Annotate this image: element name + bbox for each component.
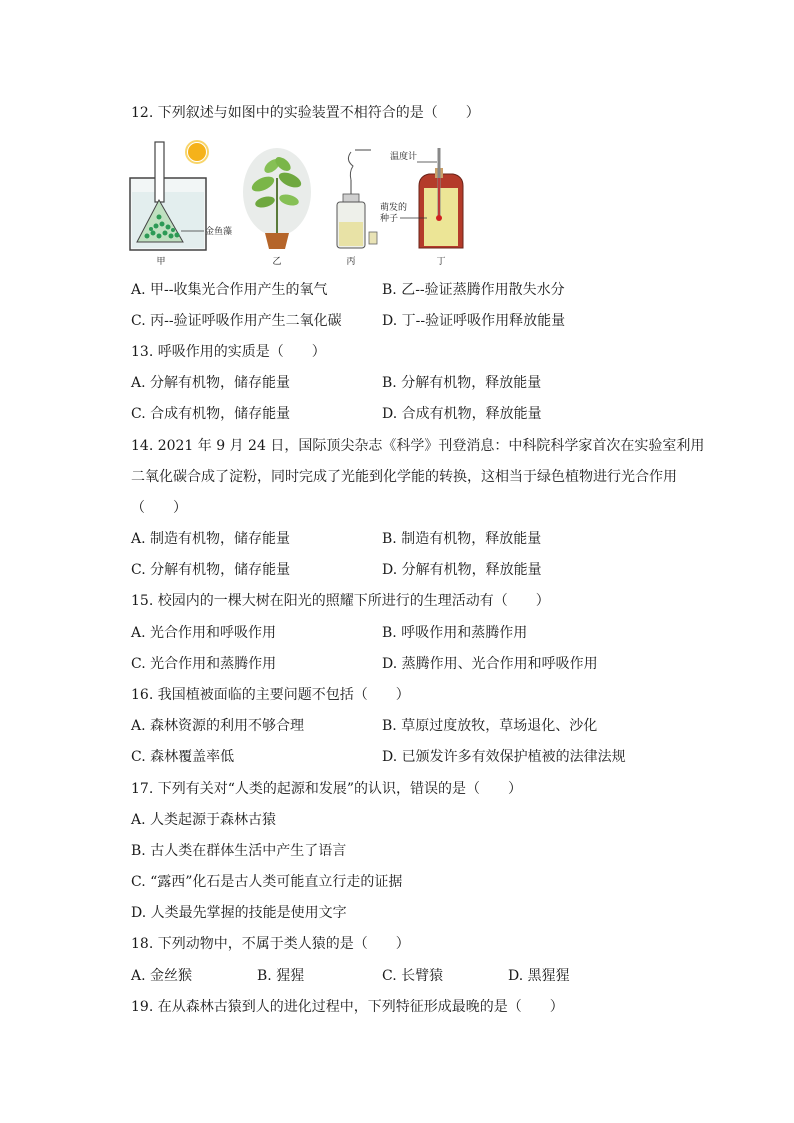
q14-option-a[interactable]: A. 制造有机物，储存能量	[131, 531, 291, 547]
q15-option-b[interactable]: B. 呼吸作用和蒸腾作用	[382, 625, 528, 641]
q16-option-a[interactable]: A. 森林资源的利用不够合理	[131, 718, 305, 734]
q16-option-d[interactable]: D. 已颁发许多有效保护植被的法律法规	[382, 749, 626, 765]
q14-option-b[interactable]: B. 制造有机物，释放能量	[382, 531, 542, 547]
q15-option-c[interactable]: C. 光合作用和蒸腾作用	[131, 656, 277, 672]
q13-option-b[interactable]: B. 分解有机物，释放能量	[382, 375, 542, 391]
q17-option-b[interactable]: B. 古人类在群体生活中产生了语言	[131, 843, 347, 859]
question-14-stem-line2: 二氧化碳合成了淀粉，同时完成了光能到化学能的转换，这相当于绿色植物进行光合作用	[131, 469, 677, 485]
apparatus-jia	[130, 141, 232, 267]
q18-option-b[interactable]: B. 猩猩	[257, 968, 305, 984]
q17-option-d[interactable]: D. 人类最先掌握的技能是使用文字	[131, 905, 347, 921]
q13-option-c[interactable]: C. 合成有机物，储存能量	[131, 406, 291, 422]
experiment-figure	[125, 138, 485, 268]
question-17-stem: 17. 下列有关对“人类的起源和发展”的认识，错误的是（ ）	[131, 781, 523, 797]
question-15-stem: 15. 校园内的一棵大树在阳光的照耀下所进行的生理活动有（ ）	[131, 593, 550, 609]
q18-option-d[interactable]: D. 黑猩猩	[508, 968, 570, 984]
apparatus-yi	[243, 148, 311, 267]
q12-option-c[interactable]: C. 丙--验证呼吸作用产生二氧化碳	[131, 313, 342, 329]
apparatus-ding	[380, 148, 463, 267]
q16-option-c[interactable]: C. 森林覆盖率低	[131, 749, 235, 765]
q15-option-a[interactable]: A. 光合作用和呼吸作用	[131, 625, 277, 641]
sprouting-seeds-label-2: 种子	[380, 214, 399, 224]
goldfish-weed-label: 金鱼藻	[205, 227, 233, 237]
q13-option-a[interactable]: A. 分解有机物，储存能量	[131, 375, 291, 391]
q14-option-d[interactable]: D. 分解有机物，释放能量	[382, 562, 542, 578]
apparatus-bing	[337, 150, 377, 267]
label-jia: 甲	[156, 257, 166, 267]
label-bing: 丙	[346, 257, 356, 267]
question-19-stem: 19. 在从森林古猿到人的进化过程中，下列特征形成最晚的是（ ）	[131, 999, 564, 1015]
label-ding: 丁	[436, 257, 446, 267]
q14-option-c[interactable]: C. 分解有机物，储存能量	[131, 562, 291, 578]
sun-icon	[188, 143, 206, 161]
q18-option-c[interactable]: C. 长臂猿	[382, 968, 444, 984]
label-yi: 乙	[272, 257, 282, 267]
flower-pot	[265, 233, 289, 249]
q13-option-d[interactable]: D. 合成有机物，释放能量	[382, 406, 542, 422]
q12-option-a[interactable]: A. 甲--收集光合作用产生的氧气	[131, 282, 328, 298]
q18-option-a[interactable]: A. 金丝猴	[131, 968, 193, 984]
q17-option-a[interactable]: A. 人类起源于森林古猿	[131, 812, 277, 828]
question-14-stem-line3: （ ）	[131, 500, 187, 516]
q12-option-b[interactable]: B. 乙--验证蒸腾作用散失水分	[382, 282, 565, 298]
test-tube	[155, 142, 164, 202]
question-16-stem: 16. 我国植被面临的主要问题不包括（ ）	[131, 687, 410, 703]
q15-option-d[interactable]: D. 蒸腾作用、光合作用和呼吸作用	[382, 656, 598, 672]
question-13-stem: 13. 呼吸作用的实质是（ ）	[131, 344, 326, 360]
q17-option-c[interactable]: C. “露西”化石是古人类可能直立行走的证据	[131, 874, 403, 890]
sprouting-seeds-label-1: 萌发的	[380, 203, 408, 213]
q16-option-b[interactable]: B. 草原过度放牧，草场退化、沙化	[382, 718, 598, 734]
question-14-stem-line1: 14. 2021 年 9 月 24 日，国际顶尖杂志《科学》刊登消息：中科院科学家首次在实验室利用	[131, 438, 705, 454]
question-18-stem: 18. 下列动物中，不属于类人猿的是（ ）	[131, 936, 410, 952]
thermometer-label: 温度计	[390, 152, 418, 162]
question-12-stem: 12. 下列叙述与如图中的实验装置不相符合的是（ ）	[131, 105, 480, 121]
q12-option-d[interactable]: D. 丁--验证呼吸作用释放能量	[382, 313, 566, 329]
